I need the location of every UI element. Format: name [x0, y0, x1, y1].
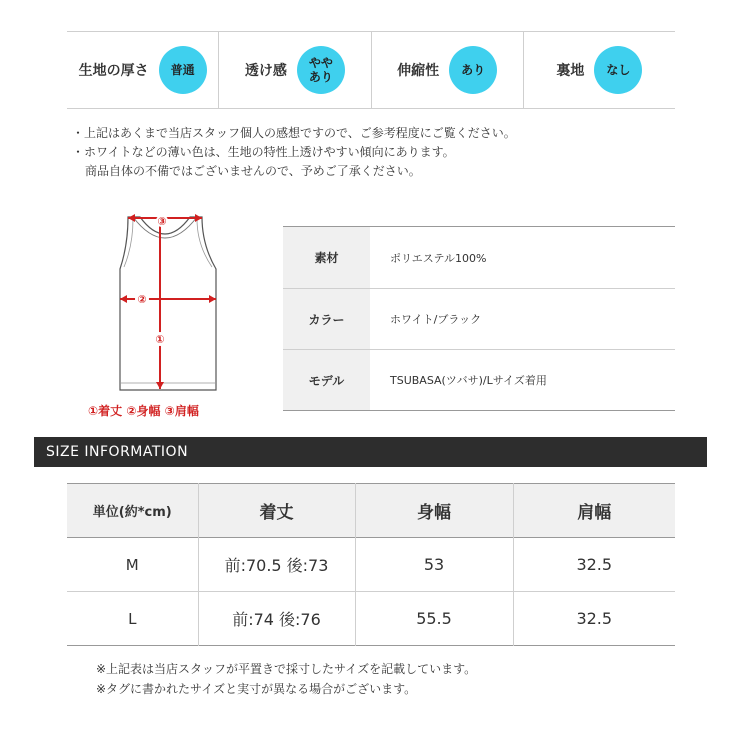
header-length: 着丈 — [198, 484, 355, 538]
note-line: ・ホワイトなどの薄い色は、生地の特性上透けやすい傾向にあります。 — [72, 145, 455, 159]
attr-badge: なし — [594, 46, 642, 94]
attr-label: 伸縮性 — [397, 63, 440, 79]
spec-row — [283, 349, 675, 410]
table-cell: 前:70.5 後:73 — [198, 538, 355, 592]
table-row — [67, 592, 675, 646]
attr-sheerness — [218, 32, 370, 108]
spec-value: TSUBASA(ツバサ)/Lサイズ着用 — [390, 374, 547, 387]
header-body-width: 身幅 — [355, 484, 513, 538]
table-row — [67, 538, 675, 592]
size-table — [67, 483, 675, 646]
measurement-key: ①着丈 ②身幅 ③肩幅 — [88, 404, 199, 418]
table-cell: 55.5 — [355, 592, 513, 646]
attr-badge: やや あり — [297, 46, 345, 94]
table-header-row — [67, 484, 675, 538]
header-unit: 単位(約*cm) — [92, 505, 172, 520]
header-shoulder-width: 肩幅 — [513, 484, 675, 538]
fabric-attributes — [67, 31, 675, 109]
spec-row — [283, 288, 675, 349]
attr-badge: 普通 — [159, 46, 207, 94]
spec-row — [283, 227, 675, 288]
table-cell: 53 — [355, 538, 513, 592]
footnote-line: ※タグに書かれたサイズと実寸が異なる場合がございます。 — [96, 682, 417, 696]
spec-key: 素材 — [283, 227, 370, 288]
armhole-left — [124, 219, 133, 267]
attr-label: 裏地 — [556, 63, 585, 79]
spec-table — [283, 226, 675, 411]
tank-top-diagram — [100, 205, 230, 395]
length-arrow — [156, 218, 164, 389]
marker-3: ③ — [157, 215, 167, 228]
marker-1: ① — [155, 333, 165, 346]
marker-2: ② — [137, 293, 147, 306]
attr-stretch — [371, 32, 523, 108]
size-label: M — [125, 555, 139, 574]
size-label: L — [128, 609, 137, 628]
footnote-line: ※上記表は当店スタッフが平置きで採寸したサイズを記載しています。 — [96, 662, 477, 676]
attr-label: 生地の厚さ — [78, 63, 149, 79]
spec-key: モデル — [283, 350, 370, 410]
armhole-right — [197, 219, 212, 267]
note-line: ・上記はあくまで当店スタッフ個人の感想ですので、ご参考程度にご覧ください。 — [72, 126, 516, 140]
attribute-notes — [72, 124, 516, 181]
spec-value: ホワイト/ブラック — [390, 313, 482, 326]
note-line: 商品自体の不備ではございませんので、予めご了承ください。 — [85, 164, 421, 178]
attr-label: 透け感 — [244, 63, 287, 79]
body-width-arrow — [120, 295, 216, 303]
table-cell: 32.5 — [513, 592, 675, 646]
tank-top-outline — [120, 217, 216, 390]
attr-badge: あり — [449, 46, 497, 94]
spec-value: ポリエステル100% — [390, 251, 487, 265]
attr-lining — [523, 32, 675, 108]
table-cell: 前:74 後:76 — [198, 592, 355, 646]
table-cell: 32.5 — [513, 538, 675, 592]
spec-key: カラー — [283, 289, 370, 349]
size-footnotes — [96, 659, 476, 699]
attr-thickness — [67, 32, 218, 108]
size-information-header: SIZE INFORMATION — [34, 437, 707, 467]
